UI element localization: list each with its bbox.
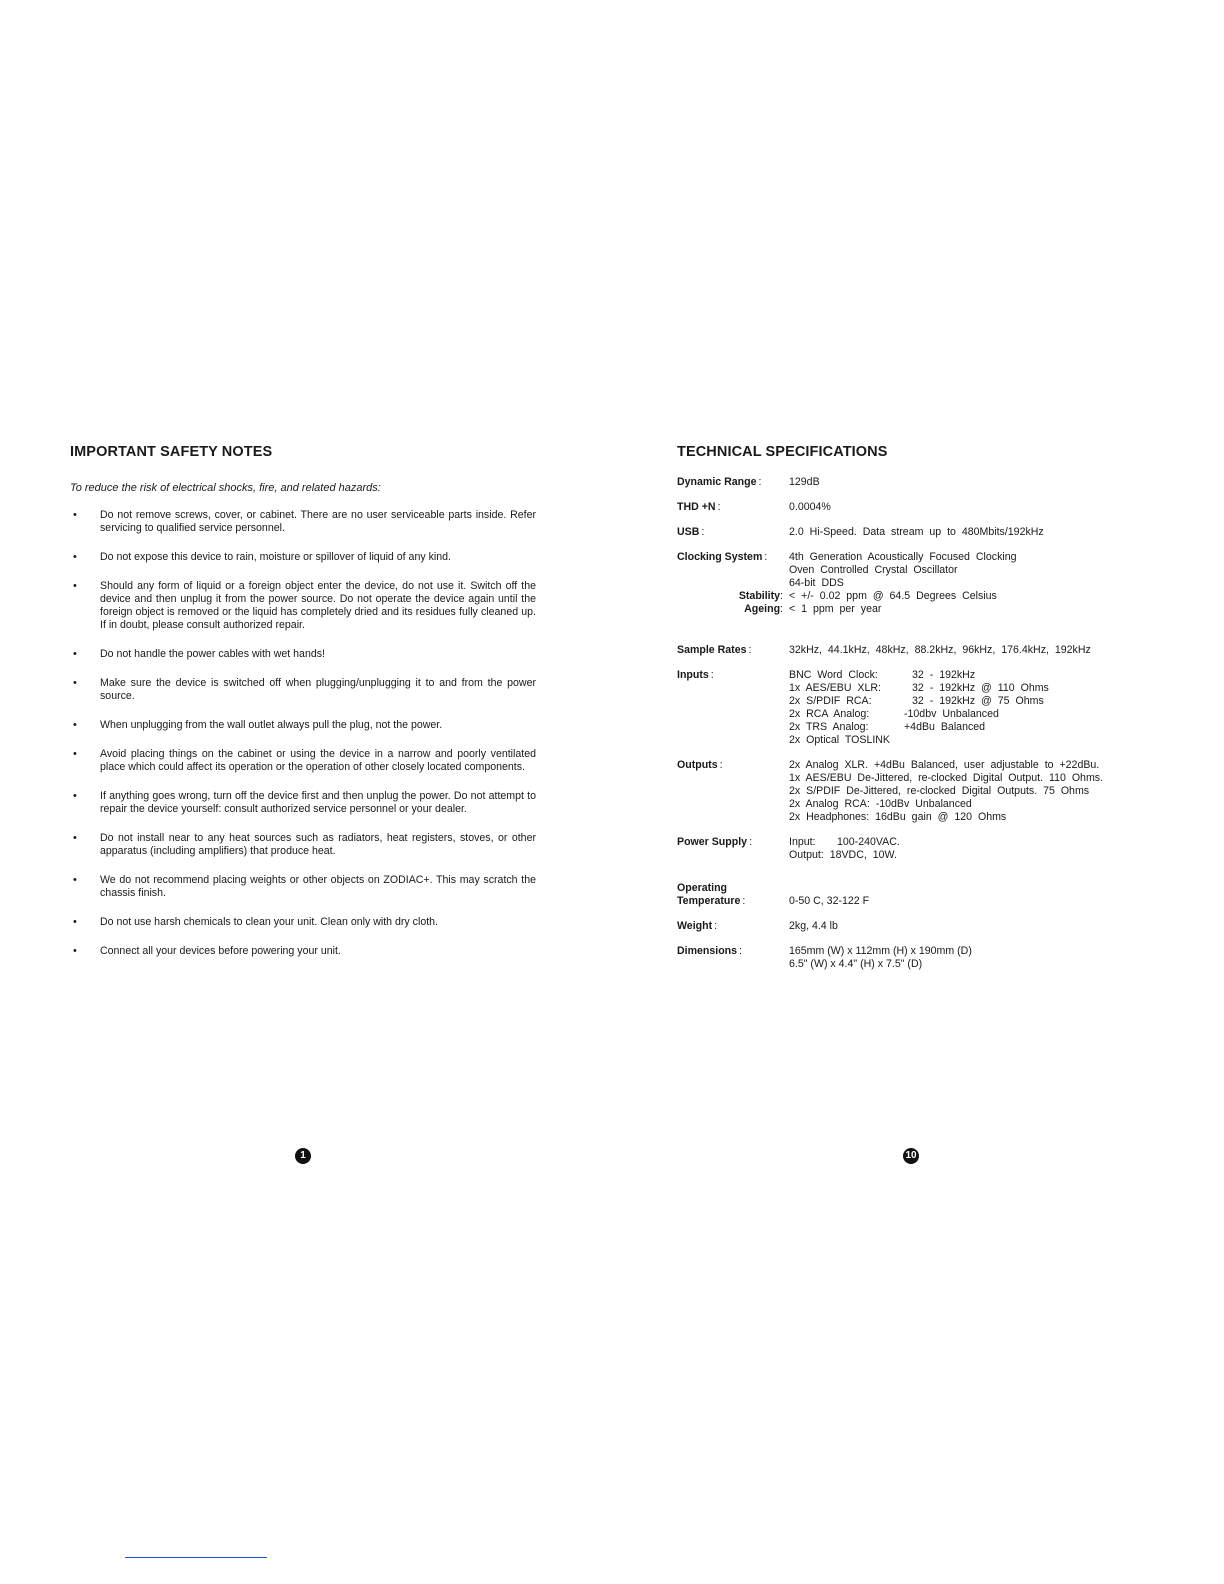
safety-note-item [70, 719, 536, 732]
input-name: 2x TRS Analog: [789, 721, 869, 733]
spec-label: Inputs [677, 669, 709, 681]
spec-value: 2.0 Hi-Speed. Data stream up to 480Mbits/192kHz [789, 526, 1044, 538]
safety-note-item [70, 677, 536, 703]
bullet-icon: • [73, 509, 77, 521]
spec-label: Dimensions [677, 945, 738, 957]
input-spec: 32 - 192kHz @ 75 Ohms [912, 695, 1044, 707]
spec-label: Dynamic Range [677, 476, 757, 488]
safety-note-text: Do not use harsh chemicals to clean your unit. Clean only with dry cloth. [100, 916, 438, 928]
spec-value: 0-50 C, 32-122 F [789, 895, 870, 907]
input-row [789, 708, 1157, 721]
input-name: 2x Optical TOSLINK [789, 734, 890, 746]
spec-label: Power Supply [677, 836, 748, 848]
input-row [789, 734, 1157, 747]
safety-note-text: When unplugging from the wall outlet always pull the plug, not the power. [100, 719, 443, 731]
spec-label: Outputs [677, 759, 718, 771]
input-name: BNC Word Clock: [789, 669, 878, 681]
input-row [789, 669, 1157, 682]
safety-note-text: Do not handle the power cables with wet hands! [100, 648, 325, 660]
bullet-icon: • [73, 748, 77, 760]
spec-label: THD +N [677, 501, 716, 513]
safety-note-item [70, 916, 536, 929]
spec-value: 64-bit DDS [789, 577, 844, 589]
bullet-icon: • [73, 648, 77, 660]
spec-power-supply: Power Supply : Input: 100-240VAC. Output: 18VDC, 10W. [677, 836, 900, 861]
power-output-value: 18VDC, 10W. [829, 849, 897, 861]
spec-value: 0.0004% [789, 501, 831, 513]
bullet-icon: • [73, 677, 77, 689]
spec-label: USB [677, 526, 700, 538]
spec-value: < +/- 0.02 ppm @ 64.5 Degrees Celsius [789, 590, 997, 602]
spec-value: 4th Generation Acoustically Focused Clocking [789, 551, 1017, 563]
spec-sample-rates: Sample Rates : 32kHz, 44.1kHz, 48kHz, 88.2kHz, 96kHz, 176.4kHz, 192kHz [677, 644, 1157, 657]
spec-value: 2x Headphones: 16dBu gain @ 120 Ohms [789, 811, 1007, 823]
power-input-value: 100-240VAC. [837, 836, 900, 848]
spec-value: 1x AES/EBU De-Jittered, re-clocked Digital Output. 110 Ohms. [789, 772, 1104, 784]
spec-value: Oven Controlled Crystal Oscillator [789, 564, 958, 576]
safety-note-text: Do not install near to any heat sources such as radiators, heat registers, stoves, or other apparatus (including amplifiers) that produce heat. [100, 832, 536, 857]
spec-sublabel: Ageing [744, 603, 781, 615]
spec-temperature: Operating Temperature : 0-50 C, 32-122 F [677, 882, 1157, 908]
safety-note-item [70, 874, 536, 900]
specs-table [677, 476, 1157, 983]
spec-stability: Stability: < +/- 0.02 ppm @ 64.5 Degrees Celsius [738, 590, 997, 602]
safety-note-text: We do not recommend placing weights or other objects on ZODIAC+. This may scratch the chassis finish. [100, 874, 536, 899]
safety-notes-section [70, 444, 536, 974]
power-input-label: Input: [789, 836, 816, 848]
bullet-icon: • [73, 790, 77, 802]
input-spec: +4dBu Balanced [904, 721, 986, 733]
spec-value: 129dB [789, 476, 820, 488]
page-number-badge: 10 [903, 1148, 919, 1164]
safety-note-item [70, 580, 536, 632]
bullet-icon: • [73, 874, 77, 886]
spec-label: Temperature [677, 895, 741, 907]
spec-weight: Weight : 2kg, 4.4 lb [677, 920, 1157, 933]
input-name: 1x AES/EBU XLR: [789, 682, 881, 694]
spec-outputs: Outputs : 2x Analog XLR. +4dBu Balanced, user adjustable to +22dBu. 1x AES/EBU De-Jittered, re-clocked Digital Output. 110 Ohms. 2x S/PDIF De-Jittered, re-clocked Digital Outputs. 75 Ohms 2x Analog RCA: -10dBv Unbalanced 2x Headphones: 16dBu gain @ 120 Ohms [677, 759, 1157, 824]
spec-label: Sample Rates [677, 644, 747, 656]
spec-label: Weight [677, 920, 713, 932]
safety-note-text: Connect all your devices before powering your unit. [100, 945, 341, 957]
safety-note-text: Avoid placing things on the cabinet or using the device in a narrow and poorly ventilated place which could affect its operation or the operation of other closely located components. [100, 748, 536, 773]
spec-clocking: Clocking System : 4th Generation Acoustically Focused Clocking Oven Controlled Crystal Oscillator 64-bit DDS Stability: < +/- 0.02 ppm @ 64.5 Degrees Celsius Ageing: < 1 ppm per year [677, 551, 1157, 616]
bullet-icon: • [73, 580, 77, 592]
spec-label: Clocking System [677, 551, 763, 563]
power-output-label: Output: [789, 849, 824, 861]
safety-note-text: Should any form of liquid or a foreign object enter the device, do not use it. Switch off the device and then unplug it from the power source. Do not operate the device again until the foreign object is removed or the liquid has completely dried and its residues fully cleaned up. If in doubt, please consult authorized repair. [100, 580, 536, 631]
spec-ageing: Ageing: < 1 ppm per year [744, 603, 882, 615]
safety-note-text: If anything goes wrong, turn off the device first and then unplug the power. Do not attempt to repair the device yourself: consult authorized service personnel or your dealer. [100, 790, 536, 815]
bullet-icon: • [73, 916, 77, 928]
spec-value: 32kHz, 44.1kHz, 48kHz, 88.2kHz, 96kHz, 176.4kHz, 192kHz [789, 644, 1091, 656]
bullet-icon: • [73, 719, 77, 731]
spec-value: 165mm (W) x 112mm (H) x 190mm (D) [789, 945, 972, 957]
specs-title: TECHNICAL SPECIFICATIONS [677, 444, 888, 460]
input-name: 2x RCA Analog: [789, 708, 870, 720]
bullet-icon: • [73, 945, 77, 957]
spec-value: 2x S/PDIF De-Jittered, re-clocked Digital Outputs. 75 Ohms [789, 785, 1090, 797]
input-row [789, 695, 1157, 708]
bullet-icon: • [73, 832, 77, 844]
spec-value: < 1 ppm per year [789, 603, 882, 615]
spec-inputs: Inputs : BNC Word Clock: 32 - 192kHz 1x AES/EBU XLR: 32 - 192kHz @ 110 Ohms 2x S/PDIF RCA: 32 - 192kHz @ 75 Ohms 2x RCA Analog: -10dbv Unbalanced 2x TRS Analog: +4dBu Balanced 2x Optical TOSLINK [677, 669, 1157, 747]
safety-notes-list [70, 509, 536, 958]
spec-value: 2x Analog XLR. +4dBu Balanced, user adjustable to +22dBu. [789, 759, 1100, 771]
safety-note-text: Do not remove screws, cover, or cabinet. There are no user serviceable parts inside. Refer servicing to qualified service personnel. [100, 509, 536, 534]
spec-label: Operating [677, 882, 728, 894]
spec-value: 2x Analog RCA: -10dBv Unbalanced [789, 798, 972, 810]
input-row [789, 721, 1157, 734]
safety-note-item [70, 832, 536, 858]
spec-usb: USB : 2.0 Hi-Speed. Data stream up to 480Mbits/192kHz [677, 526, 1157, 539]
input-name: 2x S/PDIF RCA: [789, 695, 872, 707]
spec-thd: THD +N : 0.0004% [677, 501, 1157, 514]
safety-intro: To reduce the risk of electrical shocks, fire, and related hazards: [70, 482, 381, 494]
safety-note-item [70, 551, 536, 564]
spec-value: 2kg, 4.4 lb [789, 920, 838, 932]
input-spec: -10dbv Unbalanced [904, 708, 999, 720]
safety-title: IMPORTANT SAFETY NOTES [70, 444, 273, 460]
input-row [789, 682, 1157, 695]
safety-note-item [70, 748, 536, 774]
input-spec: 32 - 192kHz @ 110 Ohms [912, 682, 1049, 694]
inputs-list [789, 669, 1157, 747]
bullet-icon: • [73, 551, 77, 563]
safety-note-item [70, 790, 536, 816]
page-number-badge: 1 [295, 1148, 311, 1164]
spec-dimensions: Dimensions : 165mm (W) x 112mm (H) x 190mm (D) 6.5" (W) x 4.4" (H) x 7.5" (D) [677, 945, 1157, 971]
link-underline [125, 1557, 267, 1558]
spec-value: 6.5" (W) x 4.4" (H) x 7.5" (D) [789, 958, 923, 970]
safety-note-item [70, 648, 536, 661]
spec-dynamic-range: Dynamic Range : 129dB [677, 476, 1157, 489]
safety-note-item [70, 509, 536, 535]
safety-note-text: Make sure the device is switched off when plugging/unplugging it to and from the power source. [100, 677, 536, 702]
spec-sublabel: Stability [738, 590, 781, 602]
input-spec: 32 - 192kHz [912, 669, 976, 681]
safety-note-item [70, 945, 536, 958]
safety-note-text: Do not expose this device to rain, moisture or spillover of liquid of any kind. [100, 551, 451, 563]
